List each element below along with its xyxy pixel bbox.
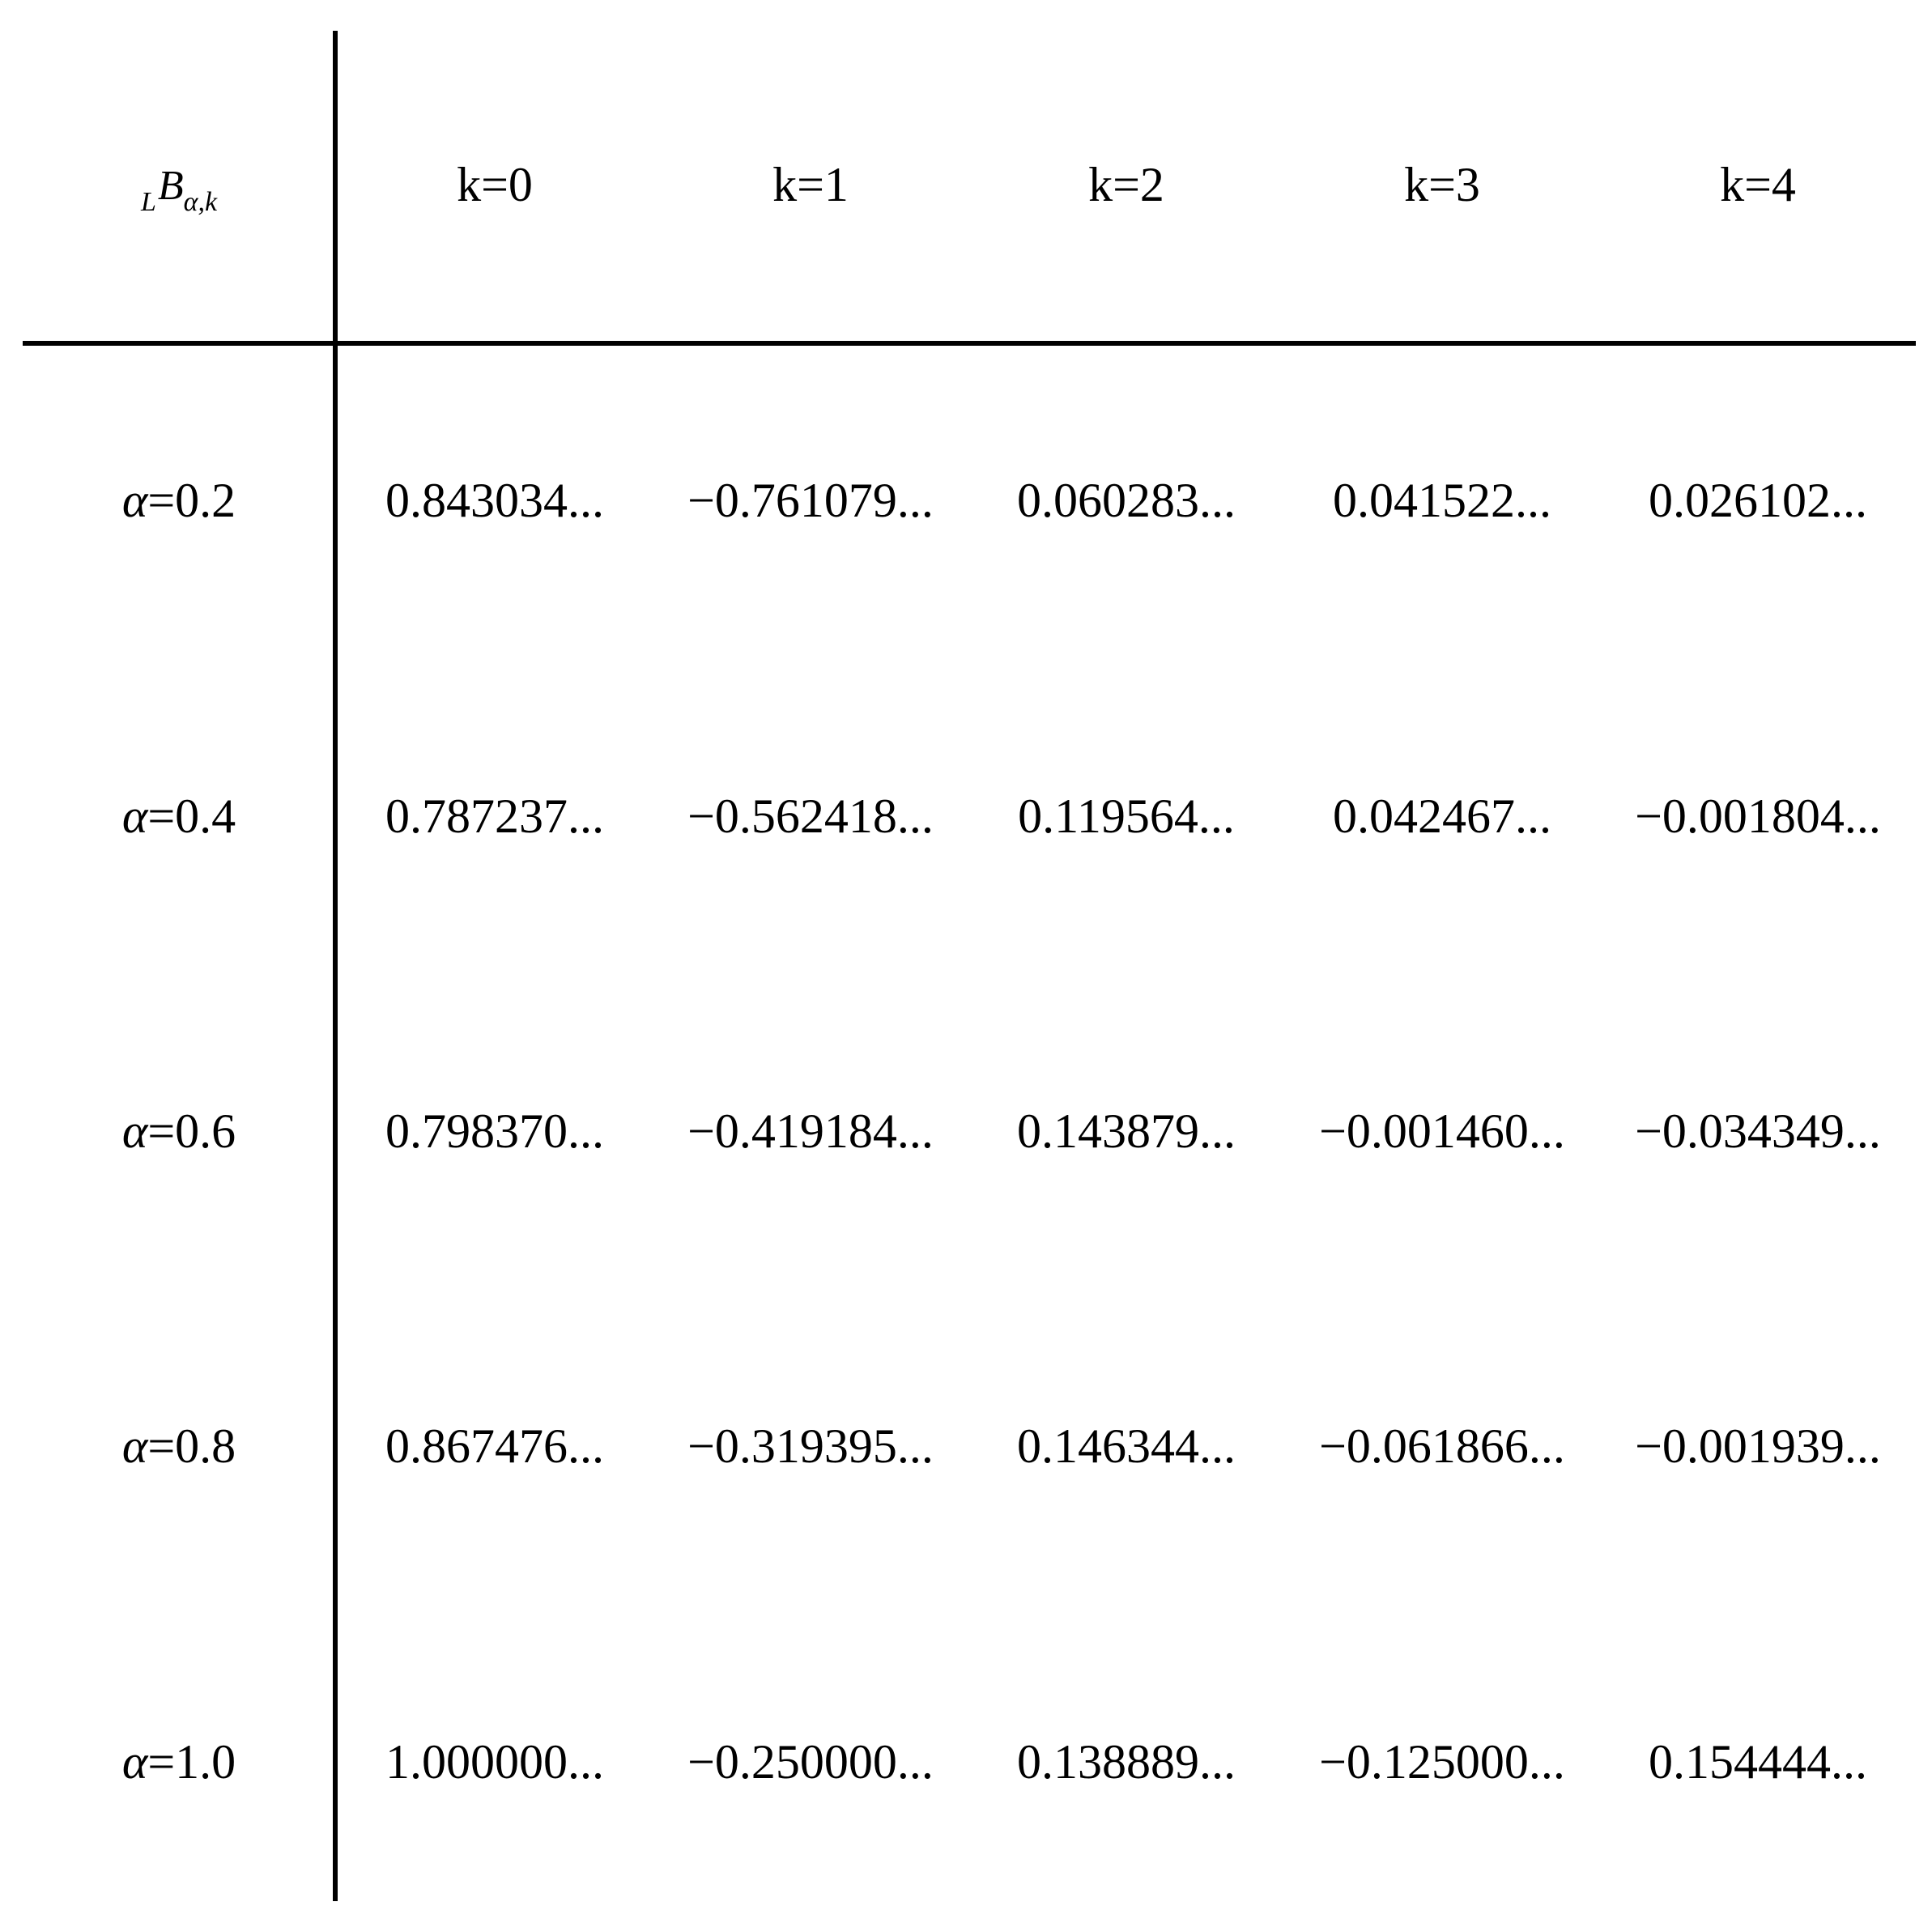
alpha-symbol: α [121, 1735, 148, 1789]
alpha-value: =0.2 [147, 474, 236, 527]
table-cell: 0.843034... [385, 474, 604, 527]
table-cell: −0.761079... [687, 474, 934, 527]
alpha-symbol: α [121, 789, 148, 843]
table-cell: −0.250000... [687, 1735, 934, 1789]
alpha-symbol: α [121, 474, 148, 527]
table-cell: 0.138889... [1017, 1735, 1236, 1789]
column-header-k3: k=3 [1404, 158, 1480, 211]
column-header-k4: k=4 [1720, 158, 1796, 211]
table-cell: 0.041522... [1333, 474, 1551, 527]
alpha-value: =0.4 [147, 789, 236, 843]
alpha-symbol: α [121, 1104, 148, 1158]
table-cell: −0.562418... [687, 789, 934, 843]
table-cell: −0.419184... [687, 1104, 934, 1158]
alpha-symbol: α [121, 1419, 148, 1473]
table-cell: −0.061866... [1319, 1419, 1565, 1473]
row-label [122, 476, 236, 525]
table-cell: 0.867476... [385, 1419, 604, 1473]
horizontal-divider [23, 341, 1916, 346]
table-cell: 0.798370... [385, 1104, 604, 1158]
table-cell: 0.119564... [1018, 789, 1235, 843]
table-cell: 1.000000... [385, 1735, 604, 1789]
table-cell: 0.026102... [1649, 474, 1867, 527]
table-cell: −0.001804... [1635, 789, 1881, 843]
table-cell: 0.143879... [1017, 1104, 1236, 1158]
column-header-k1: k=1 [772, 158, 849, 211]
row-label [121, 789, 236, 843]
table-cell: 0.787237... [385, 789, 604, 843]
corner-symbol: B [157, 163, 184, 209]
alpha-value: =0.6 [147, 1104, 236, 1158]
table-cell: −0.319395... [687, 1419, 934, 1473]
table-cell: −0.034349... [1635, 1104, 1881, 1158]
vertical-divider [333, 31, 338, 1901]
alpha-value: =0.8 [147, 1419, 236, 1473]
table-cell: −0.001460... [1319, 1104, 1565, 1158]
table-cell: 0.060283... [1017, 474, 1236, 527]
alpha-value: =1.0 [147, 1735, 236, 1789]
table-cell: −0.001939... [1635, 1419, 1881, 1473]
column-header-k0: k=0 [457, 158, 533, 211]
corner-subscript: α,k [183, 187, 218, 217]
corner-header [140, 163, 218, 217]
table-cell: 0.042467... [1333, 789, 1551, 843]
column-header-k2: k=2 [1088, 158, 1164, 211]
table-cell: 0.146344... [1017, 1419, 1236, 1473]
corner-prefix-subscript: L [140, 187, 156, 217]
table-cell: 0.154444... [1649, 1735, 1867, 1789]
row-label [121, 1419, 236, 1473]
table-cell: −0.125000... [1319, 1735, 1565, 1789]
row-label [121, 1735, 236, 1789]
row-label [121, 1104, 236, 1158]
